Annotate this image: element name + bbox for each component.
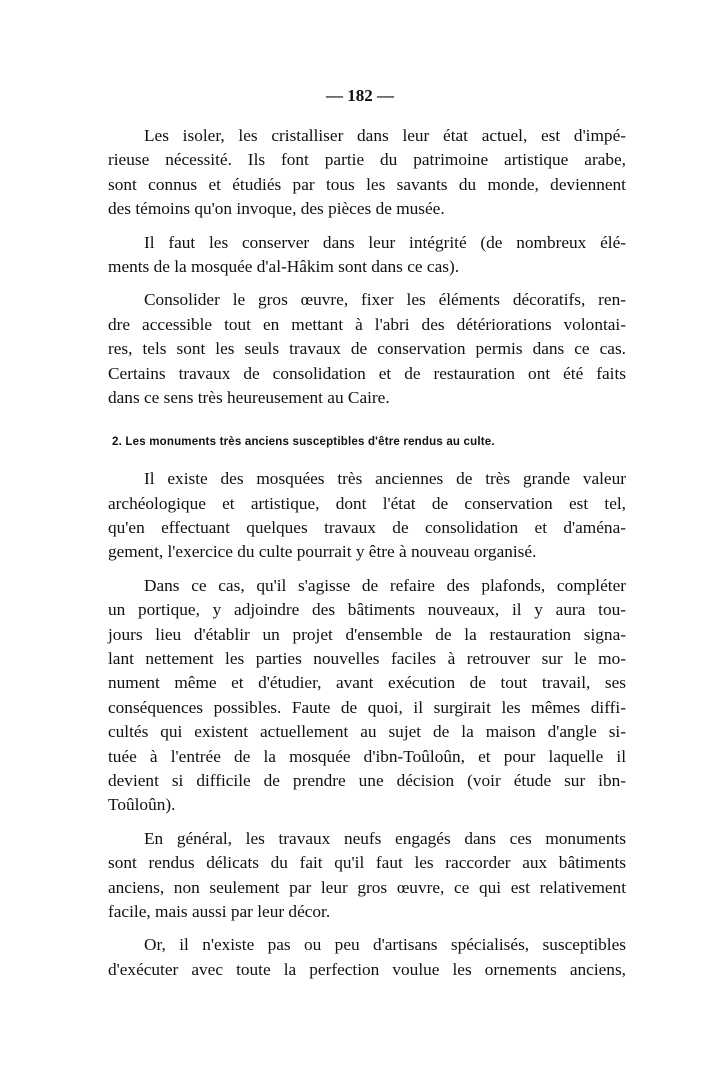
text-line: res, tels sont les seuls travaux de conservation permis dans ce cas.	[108, 339, 626, 359]
text-line: jours lieu d'établir un projet d'ensemble de la restauration signa-	[108, 624, 626, 644]
text-line: devient si difficile de prendre une décision (voir étude sur ibn-	[108, 770, 626, 790]
paragraph	[108, 124, 626, 222]
text-line: nument même et d'étudier, avant exécution de tout travail, ses	[108, 673, 626, 693]
text-line: dans ce sens très heureusement au Caire.	[108, 387, 390, 407]
text-line: archéologique et artistique, dont l'état de conservation est tel,	[108, 493, 626, 513]
text-line: cultés qui existent actuellement au sujet de la maison d'angle si-	[108, 722, 626, 742]
text-line: Toûloûn).	[108, 795, 176, 815]
paragraph	[108, 231, 626, 280]
text-line: Or, il n'existe pas ou peu d'artisans spécialisés, susceptibles	[144, 935, 626, 955]
text-line: un portique, y adjoindre des bâtiments nouveaux, il y aura tou-	[108, 600, 626, 620]
text-line: ments de la mosquée d'al-Hâkim sont dans ce cas).	[108, 256, 460, 276]
page-number: — 182 —	[326, 86, 394, 105]
text-line: sont connus et étudiés par tous les savants du monde, deviennent	[108, 174, 626, 194]
paragraph	[108, 467, 626, 565]
text-line: sont rendus délicats du fait qu'il faut les raccorder aux bâtiments	[108, 853, 626, 873]
text-line: d'exécuter avec toute la perfection voulue les ornements anciens,	[108, 959, 626, 979]
text-line: qu'en effectuant quelques travaux de consolidation et d'aména-	[108, 518, 626, 538]
paragraph	[108, 933, 626, 982]
text-line: dre accessible tout en mettant à l'abri des détériorations volontai-	[108, 314, 626, 334]
page-body	[108, 124, 626, 991]
text-line: gement, l'exercice du culte pourrait y être à nouveau organisé.	[108, 542, 537, 562]
paragraph	[108, 574, 626, 818]
text-line: rieuse nécessité. Ils font partie du patrimoine artistique arabe,	[108, 150, 626, 170]
section-heading: 2. Les monuments très anciens susceptibles d'être rendus au culte.	[112, 436, 495, 449]
text-line: Il faut les conserver dans leur intégrité (de nombreux élé-	[144, 232, 626, 252]
text-line: En général, les travaux neufs engagés dans ces monuments	[144, 828, 626, 848]
text-line: facile, mais aussi par leur décor.	[108, 901, 331, 921]
paragraph	[108, 288, 626, 410]
text-line: anciens, non seulement par leur gros œuvre, ce qui est relativement	[108, 877, 626, 897]
text-line: des témoins qu'on invoque, des pièces de musée.	[108, 199, 445, 219]
text-line: lant nettement les parties nouvelles faciles à retrouver sur le mo-	[108, 649, 626, 669]
text-line: Il existe des mosquées très anciennes de très grande valeur	[144, 469, 626, 489]
text-line: Dans ce cas, qu'il s'agisse de refaire des plafonds, compléter	[144, 575, 626, 595]
text-line: tuée à l'entrée de la mosquée d'ibn-Toûloûn, et pour laquelle il	[108, 746, 626, 766]
paragraph	[108, 827, 626, 925]
text-line: Les isoler, les cristalliser dans leur état actuel, est d'impé-	[144, 126, 626, 145]
text-line: Certains travaux de consolidation et de restauration ont été faits	[108, 363, 626, 383]
text-line: conséquences possibles. Faute de quoi, il surgirait les mêmes diffi-	[108, 697, 626, 717]
text-line: Consolider le gros œuvre, fixer les éléments décoratifs, ren-	[144, 290, 626, 310]
